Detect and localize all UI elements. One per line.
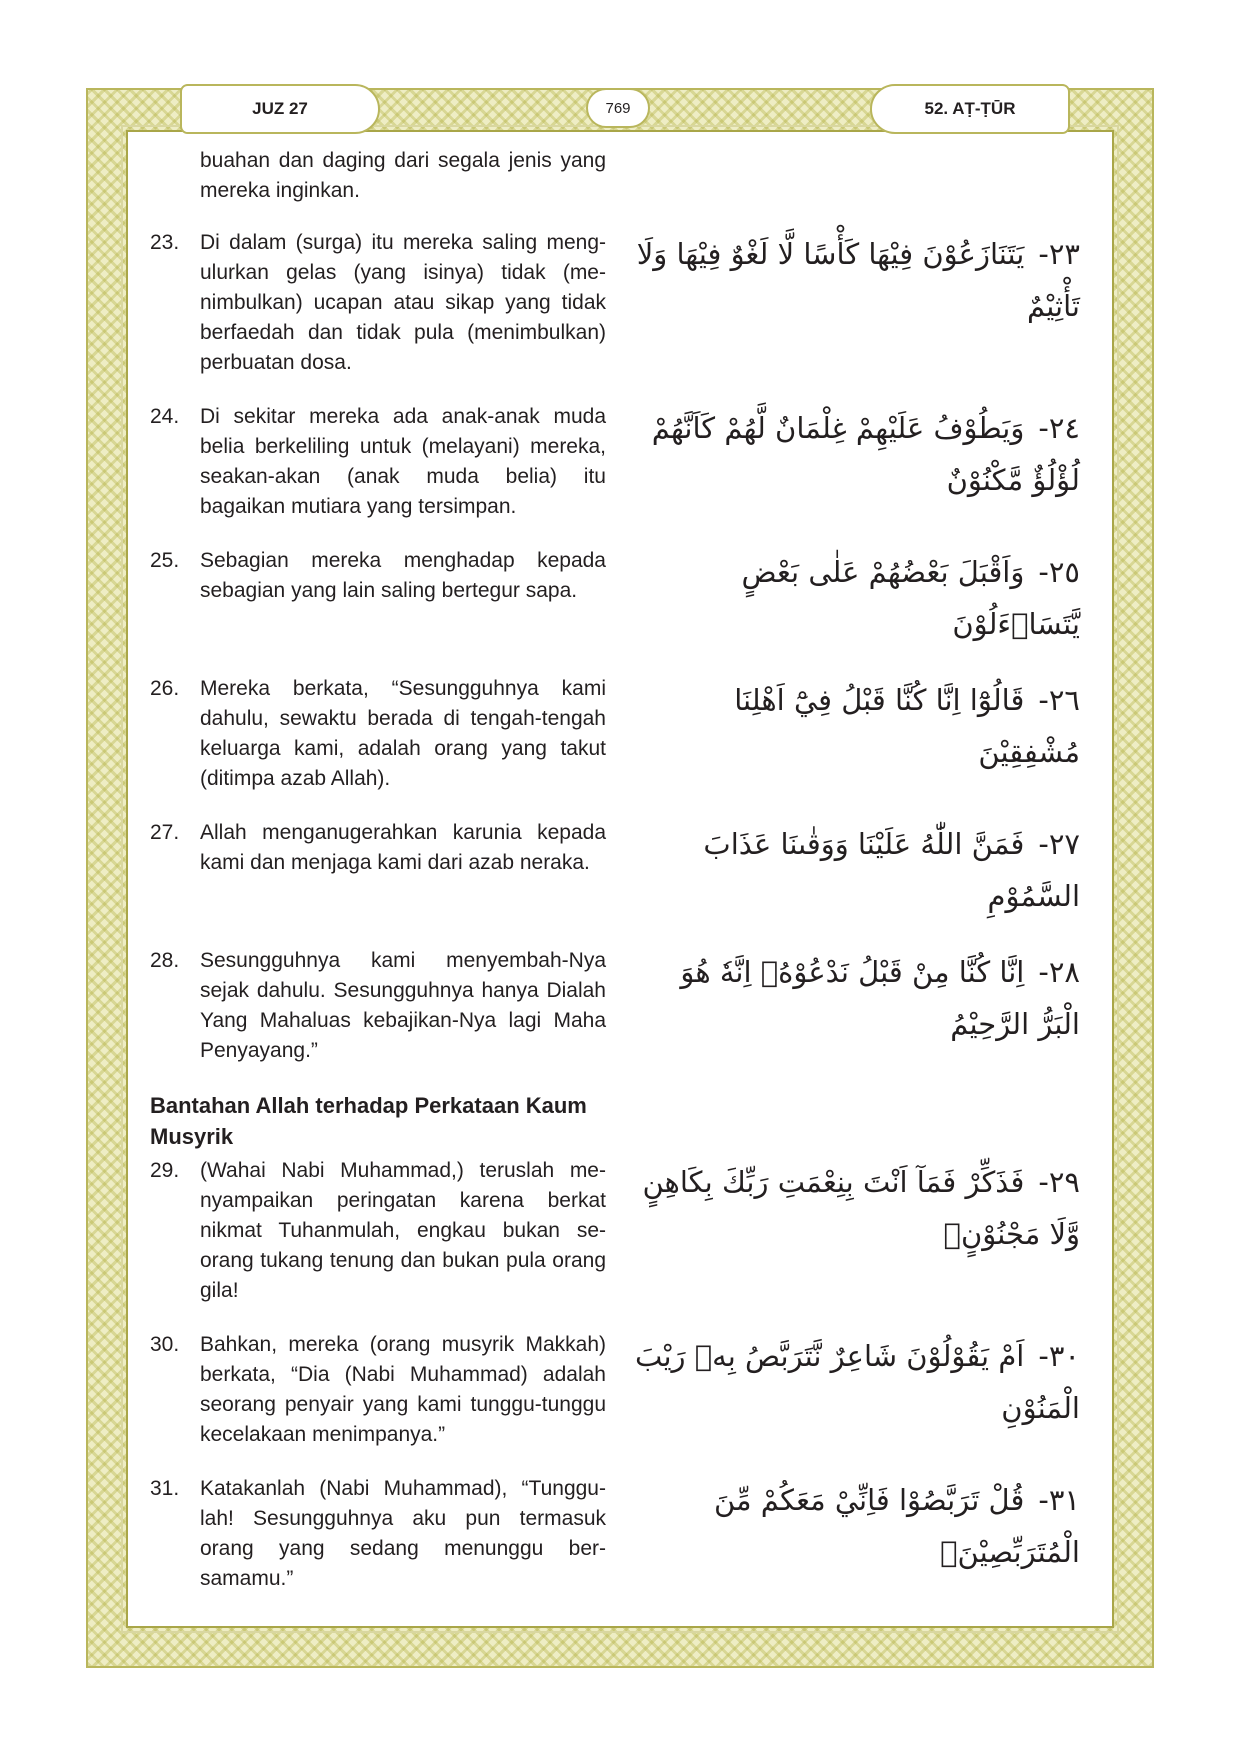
verse-translation [150, 402, 606, 522]
arabic-verse-number: ٢٣- [1038, 237, 1080, 271]
verse-28 [150, 946, 1090, 1066]
verse-number: 29. [150, 1159, 180, 1182]
arabic-text: قَالُوْٓا اِنَّا كُنَّا قَبْلُ فِيْٓ اَهْلِنَا مُشْفِقِيْنَ [734, 683, 1080, 769]
arabic-verse-number: ٣١- [1038, 1483, 1080, 1517]
verse-number: 25. [150, 549, 180, 572]
verse-text: Di sekitar mereka ada anak-anak muda belia berkeliling untuk (melayani) mereka, seakan-akan (anak muda belia) itu bagaikan mutiara yang tersimpan. [200, 405, 606, 518]
arabic-text: فَذَكِّرْ فَمَآ اَنْتَ بِنِعْمَتِ رَبِّكَ بِكَاهِنٍ وَّلَا مَجْنُوْنٍۗ [642, 1165, 1080, 1251]
verse-arabic [634, 402, 1090, 506]
verse-text: Allah menganugerahkan karunia kepada kami dan menjaga kami dari azab neraka. [200, 821, 606, 874]
verse-arabic [634, 228, 1090, 332]
arabic-verse-number: ٢٧- [1038, 827, 1080, 861]
verse-23 [150, 228, 1090, 378]
continuation-text: buahan dan daging dari segala jenis yang mereka inginkan. [200, 149, 606, 202]
verse-text: Bahkan, mereka (orang musyrik Makkah) berkata, “Dia (Nabi Muhammad) adalah seorang penyair yang kami tunggu-tunggu kecelakaan menimpanya.” [200, 1333, 606, 1446]
arabic-verse-number: ٢٩- [1038, 1165, 1080, 1199]
verse-31 [150, 1474, 1090, 1594]
arabic-verse-number: ٢٦- [1038, 683, 1080, 717]
section-heading: Bantahan Allah terhadap Perkataan Kaum Musyrik [150, 1093, 587, 1149]
verse-translation [150, 946, 606, 1066]
verse-text: Sesungguhnya kami menyembah-Nya sejak dahulu. Sesungguhnya hanya Dialah Yang Mahaluas kebajikan-Nya lagi Maha Penyayang.” [200, 949, 606, 1062]
verse-arabic [634, 546, 1090, 650]
verse-translation [150, 546, 606, 606]
surah-label: 52. AṬ-ṬŪR [870, 84, 1070, 134]
verse-text: Di dalam (surga) itu mereka saling mengulurkan gelas (yang isinya) tidak (menimbulkan) ucapan atau sikap yang tidak berfaedah dan tidak pula (menimbulkan) perbuatan dosa. [200, 231, 606, 374]
verse-number: 24. [150, 405, 180, 428]
verse-30 [150, 1330, 1090, 1450]
arabic-verse-number: ٢٨- [1038, 955, 1080, 989]
verse-arabic [634, 1156, 1090, 1260]
arabic-text: وَيَطُوْفُ عَلَيْهِمْ غِلْمَانٌ لَّهُمْ كَاَنَّهُمْ لُؤْلُؤٌ مَّكْنُوْنٌ [651, 411, 1080, 497]
page-number: 769 [586, 88, 650, 128]
verse-26 [150, 674, 1090, 794]
verse-translation [150, 1156, 606, 1306]
verse-arabic [634, 674, 1090, 778]
verse-arabic [634, 818, 1090, 922]
arabic-verse-number: ٣٠- [1038, 1339, 1080, 1373]
verse-translation [150, 818, 606, 878]
page-content [150, 146, 1090, 1594]
verse-number: 26. [150, 677, 180, 700]
verse-27 [150, 818, 1090, 922]
verse-number: 23. [150, 231, 180, 254]
verse-number: 30. [150, 1333, 180, 1356]
verse-number: 27. [150, 821, 180, 844]
verse-arabic [634, 1474, 1090, 1578]
verse-number: 31. [150, 1477, 180, 1500]
verse-text: Katakanlah (Nabi Muhammad), “Tunggulah! Sesungguhnya aku pun termasuk orang yang sedang menunggu bersamamu.” [200, 1477, 606, 1590]
arabic-text: قُلْ تَرَبَّصُوْا فَاِنِّيْ مَعَكُمْ مِّنَ الْمُتَرَبِّصِيْنَۗ [713, 1483, 1080, 1569]
verse-translation [150, 228, 606, 378]
verse-text: (Wahai Nabi Muhammad,) teruslah menyampaikan peringatan karena berkat nikmat Tuhanmulah, engkau bukan seorang tukang tenung dan bukan pula orang gila! [200, 1159, 606, 1302]
arabic-text: اِنَّا كُنَّا مِنْ قَبْلُ نَدْعُوْهُۗ اِنَّهٗ هُوَ الْبَرُّ الرَّحِيْمُ [680, 955, 1080, 1041]
verse-text: Mereka berkata, “Sesungguhnya kami dahulu, sewaktu berada di tengah-tengah keluarga kami, adalah orang yang takut (ditimpa azab Allah). [200, 677, 606, 790]
arabic-verse-number: ٢٤- [1038, 411, 1080, 445]
arabic-text: وَاَقْبَلَ بَعْضُهُمْ عَلٰى بَعْضٍ يَّتَسَاۤءَلُوْنَ [741, 555, 1080, 641]
verse-arabic [634, 946, 1090, 1050]
verse-translation [150, 1474, 606, 1594]
verse-arabic [634, 1330, 1090, 1434]
verse-translation [150, 1330, 606, 1450]
verse-25 [150, 546, 1090, 650]
arabic-text: اَمْ يَقُوْلُوْنَ شَاعِرٌ نَّتَرَبَّصُ بِهٖ رَيْبَ الْمَنُوْنِ [634, 1339, 1080, 1425]
arabic-text: يَتَنَازَعُوْنَ فِيْهَا كَأْسًا لَّا لَغْوٌ فِيْهَا وَلَا تَأْثِيْمٌ [636, 237, 1080, 323]
verse-translation [150, 674, 606, 794]
verse-text: Sebagian mereka menghadap kepada sebagian yang lain saling bertegur sapa. [200, 549, 606, 602]
verse-number: 28. [150, 949, 180, 972]
arabic-verse-number: ٢٥- [1038, 555, 1080, 589]
verse-24 [150, 402, 1090, 522]
arabic-text: فَمَنَّ اللّٰهُ عَلَيْنَا وَوَقٰىنَا عَذَابَ السَّمُوْمِ [703, 827, 1080, 913]
verse-29 [150, 1156, 1090, 1306]
juz-label: JUZ 27 [180, 84, 380, 134]
